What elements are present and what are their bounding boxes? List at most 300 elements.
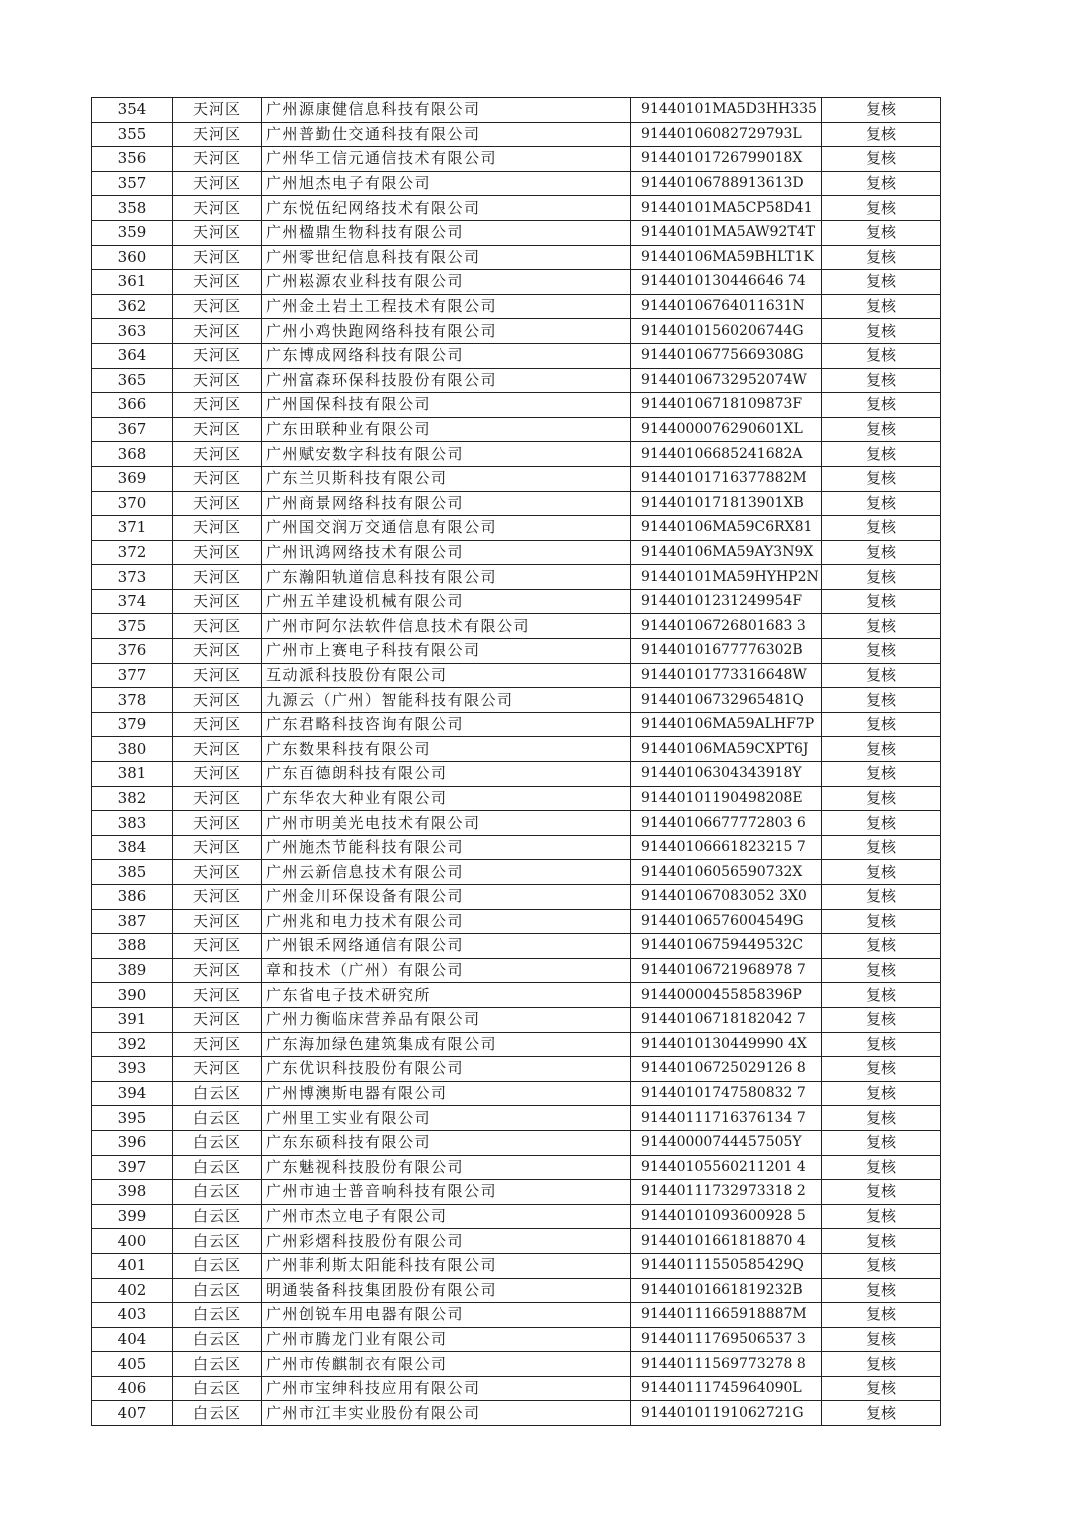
review-type-cell: 复核 [822, 909, 941, 934]
row-number: 368 [92, 442, 173, 467]
review-type-cell: 复核 [822, 343, 941, 368]
credit-code-cell: 91440101191062721G [631, 1401, 822, 1426]
review-type-cell: 复核 [822, 860, 941, 885]
table-row [92, 466, 941, 491]
company-name-cell: 广州力衡临床营养品有限公司 [262, 1007, 631, 1032]
credit-code-cell: 91440106MA59CXPT6J [631, 737, 822, 762]
credit-code-cell: 91440106661823215 7 [631, 835, 822, 860]
table-row [92, 1327, 941, 1352]
table-row [92, 147, 941, 172]
row-number: 399 [92, 1204, 173, 1229]
credit-code-cell: 91440106788913613D [631, 171, 822, 196]
row-number: 379 [92, 712, 173, 737]
company-name-cell: 广州创锐车用电器有限公司 [262, 1303, 631, 1328]
table-row [92, 786, 941, 811]
row-number: 387 [92, 909, 173, 934]
district-cell: 天河区 [173, 712, 262, 737]
district-cell: 天河区 [173, 294, 262, 319]
review-type-cell: 复核 [822, 663, 941, 688]
company-name-cell: 广州金土岩土工程技术有限公司 [262, 294, 631, 319]
district-cell: 天河区 [173, 147, 262, 172]
credit-code-cell: 91440106725029126 8 [631, 1057, 822, 1082]
credit-code-cell: 91440106MA59AY3N9X [631, 540, 822, 565]
review-type-cell: 复核 [822, 393, 941, 418]
table-row [92, 762, 941, 787]
table-row [92, 220, 941, 245]
row-number: 362 [92, 294, 173, 319]
credit-code-cell: 91440101661819232B [631, 1278, 822, 1303]
table-row [92, 860, 941, 885]
credit-code-cell: 91440101093600928 5 [631, 1204, 822, 1229]
company-name-cell: 广州五羊建设机械有限公司 [262, 589, 631, 614]
district-cell: 天河区 [173, 270, 262, 295]
review-type-cell: 复核 [822, 294, 941, 319]
row-number: 357 [92, 171, 173, 196]
district-cell: 天河区 [173, 1007, 262, 1032]
table-row [92, 1106, 941, 1131]
credit-code-cell: 9144010130446646 74 [631, 270, 822, 295]
table-row [92, 516, 941, 541]
table-row [92, 1253, 941, 1278]
review-type-cell: 复核 [822, 1204, 941, 1229]
table-row [92, 196, 941, 221]
table-row [92, 885, 941, 910]
district-cell: 天河区 [173, 589, 262, 614]
row-number: 384 [92, 835, 173, 860]
district-cell: 白云区 [173, 1106, 262, 1131]
district-cell: 天河区 [173, 983, 262, 1008]
table-row [92, 639, 941, 664]
district-cell: 天河区 [173, 196, 262, 221]
review-type-cell: 复核 [822, 147, 941, 172]
district-cell: 白云区 [173, 1229, 262, 1254]
review-type-cell: 复核 [822, 934, 941, 959]
review-type-cell: 复核 [822, 1278, 941, 1303]
table-row [92, 368, 941, 393]
credit-code-cell: 91440111550585429Q [631, 1253, 822, 1278]
company-name-cell: 广州市上赛电子科技有限公司 [262, 639, 631, 664]
credit-code-cell: 9144000076290601XL [631, 417, 822, 442]
row-number: 381 [92, 762, 173, 787]
table-row [92, 393, 941, 418]
row-number: 407 [92, 1401, 173, 1426]
row-number: 377 [92, 663, 173, 688]
row-number: 400 [92, 1229, 173, 1254]
row-number: 365 [92, 368, 173, 393]
district-cell: 天河区 [173, 245, 262, 270]
company-name-cell: 广东魅视科技股份有限公司 [262, 1155, 631, 1180]
review-type-cell: 复核 [822, 1229, 941, 1254]
credit-code-cell: 91440106056590732X [631, 860, 822, 885]
company-name-cell: 广东田联种业有限公司 [262, 417, 631, 442]
district-cell: 白云区 [173, 1130, 262, 1155]
review-type-cell: 复核 [822, 1057, 941, 1082]
district-cell: 天河区 [173, 491, 262, 516]
company-name-cell: 广州博澳斯电器有限公司 [262, 1081, 631, 1106]
row-number: 354 [92, 98, 173, 123]
district-cell: 白云区 [173, 1204, 262, 1229]
review-type-cell: 复核 [822, 1106, 941, 1131]
review-type-cell: 复核 [822, 491, 941, 516]
credit-code-cell: 91440101MA5CP58D41 [631, 196, 822, 221]
review-type-cell: 复核 [822, 762, 941, 787]
row-number: 361 [92, 270, 173, 295]
credit-code-cell: 91440111716376134 7 [631, 1106, 822, 1131]
row-number: 380 [92, 737, 173, 762]
row-number: 360 [92, 245, 173, 270]
company-name-cell: 广州国保科技有限公司 [262, 393, 631, 418]
district-cell: 天河区 [173, 417, 262, 442]
company-name-cell: 广州赋安数字科技有限公司 [262, 442, 631, 467]
district-cell: 白云区 [173, 1278, 262, 1303]
district-cell: 天河区 [173, 1032, 262, 1057]
review-type-cell: 复核 [822, 688, 941, 713]
credit-code-cell: 91440111569773278 8 [631, 1352, 822, 1377]
company-name-cell: 广州富森环保科技股份有限公司 [262, 368, 631, 393]
company-name-cell: 九源云（广州）智能科技有限公司 [262, 688, 631, 713]
company-name-cell: 广东悦伍纪网络技术有限公司 [262, 196, 631, 221]
credit-code-cell: 91440106MA59BHLT1K [631, 245, 822, 270]
company-name-cell: 广州施杰节能科技有限公司 [262, 835, 631, 860]
row-number: 374 [92, 589, 173, 614]
district-cell: 天河区 [173, 122, 262, 147]
district-cell: 白云区 [173, 1253, 262, 1278]
company-name-cell: 广州金川环保设备有限公司 [262, 885, 631, 910]
district-cell: 天河区 [173, 663, 262, 688]
credit-code-cell: 9144010130449990 4X [631, 1032, 822, 1057]
company-name-cell: 互动派科技股份有限公司 [262, 663, 631, 688]
district-cell: 白云区 [173, 1081, 262, 1106]
company-name-cell: 广州崧源农业科技有限公司 [262, 270, 631, 295]
row-number: 398 [92, 1180, 173, 1205]
district-cell: 天河区 [173, 639, 262, 664]
credit-code-cell: 91440111769506537 3 [631, 1327, 822, 1352]
table-row [92, 1204, 941, 1229]
review-type-cell: 复核 [822, 540, 941, 565]
company-name-cell: 广东君略科技咨询有限公司 [262, 712, 631, 737]
table-row [92, 958, 941, 983]
row-number: 366 [92, 393, 173, 418]
district-cell: 白云区 [173, 1155, 262, 1180]
row-number: 397 [92, 1155, 173, 1180]
credit-code-cell: 9144010171813901XB [631, 491, 822, 516]
district-cell: 天河区 [173, 393, 262, 418]
credit-code-cell: 91440106718182042 7 [631, 1007, 822, 1032]
row-number: 403 [92, 1303, 173, 1328]
district-cell: 天河区 [173, 516, 262, 541]
table-row [92, 1229, 941, 1254]
credit-code-cell: 91440106082729793L [631, 122, 822, 147]
table-row [92, 417, 941, 442]
credit-code-cell: 91440106732952074W [631, 368, 822, 393]
table-row [92, 1032, 941, 1057]
district-cell: 天河区 [173, 565, 262, 590]
row-number: 376 [92, 639, 173, 664]
row-number: 405 [92, 1352, 173, 1377]
company-name-cell: 广州彩熠科技股份有限公司 [262, 1229, 631, 1254]
review-type-cell: 复核 [822, 1032, 941, 1057]
row-number: 363 [92, 319, 173, 344]
table-row [92, 737, 941, 762]
review-type-cell: 复核 [822, 516, 941, 541]
row-number: 358 [92, 196, 173, 221]
table-row [92, 1057, 941, 1082]
district-cell: 天河区 [173, 786, 262, 811]
table-row [92, 909, 941, 934]
row-number: 369 [92, 466, 173, 491]
district-cell: 天河区 [173, 737, 262, 762]
district-cell: 白云区 [173, 1327, 262, 1352]
credit-code-cell: 91440101677776302B [631, 639, 822, 664]
review-type-cell: 复核 [822, 270, 941, 295]
review-type-cell: 复核 [822, 639, 941, 664]
credit-code-cell: 91440106718109873F [631, 393, 822, 418]
company-name-cell: 广州讯鸿网络技术有限公司 [262, 540, 631, 565]
credit-code-cell: 91440106576004549G [631, 909, 822, 934]
review-type-cell: 复核 [822, 1303, 941, 1328]
credit-code-cell: 91440106726801683 3 [631, 614, 822, 639]
credit-code-cell: 91440101661818870 4 [631, 1229, 822, 1254]
row-number: 382 [92, 786, 173, 811]
credit-code-cell: 91440111732973318 2 [631, 1180, 822, 1205]
credit-code-cell: 91440101747580832 7 [631, 1081, 822, 1106]
district-cell: 天河区 [173, 98, 262, 123]
credit-code-cell: 91440111665918887M [631, 1303, 822, 1328]
company-name-cell: 广东百德朗科技有限公司 [262, 762, 631, 787]
company-name-cell: 广州零世纪信息科技有限公司 [262, 245, 631, 270]
district-cell: 白云区 [173, 1180, 262, 1205]
table-row [92, 589, 941, 614]
review-type-cell: 复核 [822, 417, 941, 442]
table-row [92, 171, 941, 196]
review-type-cell: 复核 [822, 958, 941, 983]
table-row [92, 1278, 941, 1303]
district-cell: 天河区 [173, 934, 262, 959]
company-name-cell: 广州云新信息技术有限公司 [262, 860, 631, 885]
table-row [92, 1130, 941, 1155]
company-name-cell: 广州楹鼎生物科技有限公司 [262, 220, 631, 245]
district-cell: 天河区 [173, 909, 262, 934]
table-row [92, 1081, 941, 1106]
district-cell: 天河区 [173, 442, 262, 467]
company-name-cell: 广东海加绿色建筑集成有限公司 [262, 1032, 631, 1057]
review-type-cell: 复核 [822, 885, 941, 910]
table-row [92, 442, 941, 467]
credit-code-cell: 91440111745964090L [631, 1376, 822, 1401]
company-name-cell: 广东华农大种业有限公司 [262, 786, 631, 811]
district-cell: 天河区 [173, 368, 262, 393]
company-name-cell: 广州市江丰实业股份有限公司 [262, 1401, 631, 1426]
district-cell: 天河区 [173, 171, 262, 196]
company-name-cell: 广州银禾网络通信有限公司 [262, 934, 631, 959]
district-cell: 天河区 [173, 688, 262, 713]
district-cell: 天河区 [173, 958, 262, 983]
table-row [92, 565, 941, 590]
review-type-cell: 复核 [822, 1007, 941, 1032]
table-row [92, 835, 941, 860]
table-row [92, 663, 941, 688]
credit-code-cell: 91440106MA59C6RX81 [631, 516, 822, 541]
credit-code-cell: 91440106732965481Q [631, 688, 822, 713]
credit-code-cell: 91440101MA59HYHP2N [631, 565, 822, 590]
review-type-cell: 复核 [822, 1327, 941, 1352]
review-type-cell: 复核 [822, 565, 941, 590]
credit-code-cell: 91440101MA5D3HH335 [631, 98, 822, 123]
review-type-cell: 复核 [822, 196, 941, 221]
review-type-cell: 复核 [822, 589, 941, 614]
company-name-cell: 广州市腾龙门业有限公司 [262, 1327, 631, 1352]
row-number: 394 [92, 1081, 173, 1106]
credit-code-cell: 91440101231249954F [631, 589, 822, 614]
review-type-cell: 复核 [822, 983, 941, 1008]
table-row [92, 294, 941, 319]
credit-code-cell: 91440101190498208E [631, 786, 822, 811]
review-type-cell: 复核 [822, 122, 941, 147]
row-number: 372 [92, 540, 173, 565]
row-number: 355 [92, 122, 173, 147]
review-type-cell: 复核 [822, 1180, 941, 1205]
credit-code-cell: 91440101716377882M [631, 466, 822, 491]
row-number: 392 [92, 1032, 173, 1057]
credit-code-cell: 91440101560206744G [631, 319, 822, 344]
district-cell: 天河区 [173, 885, 262, 910]
review-type-cell: 复核 [822, 614, 941, 639]
row-number: 388 [92, 934, 173, 959]
district-cell: 白云区 [173, 1376, 262, 1401]
credit-code-cell: 91440106MA59ALHF7P [631, 712, 822, 737]
district-cell: 白云区 [173, 1303, 262, 1328]
review-type-cell: 复核 [822, 1155, 941, 1180]
company-name-cell: 广州市杰立电子有限公司 [262, 1204, 631, 1229]
credit-code-cell: 91440106677772803 6 [631, 811, 822, 836]
company-name-cell: 广东数果科技有限公司 [262, 737, 631, 762]
row-number: 390 [92, 983, 173, 1008]
credit-code-cell: 91440000744457505Y [631, 1130, 822, 1155]
table-row [92, 1376, 941, 1401]
review-type-cell: 复核 [822, 737, 941, 762]
row-number: 373 [92, 565, 173, 590]
row-number: 393 [92, 1057, 173, 1082]
credit-code-cell: 91440106775669308G [631, 343, 822, 368]
review-type-cell: 复核 [822, 1401, 941, 1426]
company-name-cell: 广州市明美光电技术有限公司 [262, 811, 631, 836]
review-type-cell: 复核 [822, 1352, 941, 1377]
credit-code-cell: 91440101MA5AW92T4T [631, 220, 822, 245]
table-row [92, 1352, 941, 1377]
company-name-cell: 广州商景网络科技有限公司 [262, 491, 631, 516]
review-type-cell: 复核 [822, 1253, 941, 1278]
credit-code-cell: 91440105560211201 4 [631, 1155, 822, 1180]
row-number: 402 [92, 1278, 173, 1303]
review-type-cell: 复核 [822, 171, 941, 196]
row-number: 356 [92, 147, 173, 172]
table-row [92, 1303, 941, 1328]
table-row [92, 1007, 941, 1032]
district-cell: 天河区 [173, 835, 262, 860]
company-name-cell: 广州市阿尔法软件信息技术有限公司 [262, 614, 631, 639]
table-row [92, 540, 941, 565]
table-row [92, 983, 941, 1008]
table-row [92, 688, 941, 713]
company-name-cell: 广州菲利斯太阳能科技有限公司 [262, 1253, 631, 1278]
review-type-cell: 复核 [822, 245, 941, 270]
review-type-cell: 复核 [822, 442, 941, 467]
table-row [92, 245, 941, 270]
district-cell: 天河区 [173, 319, 262, 344]
row-number: 386 [92, 885, 173, 910]
review-type-cell: 复核 [822, 368, 941, 393]
company-name-cell: 广州里工实业有限公司 [262, 1106, 631, 1131]
review-type-cell: 复核 [822, 466, 941, 491]
row-number: 389 [92, 958, 173, 983]
company-name-cell: 广东优识科技股份有限公司 [262, 1057, 631, 1082]
district-cell: 天河区 [173, 220, 262, 245]
table-row [92, 712, 941, 737]
table-row [92, 270, 941, 295]
credit-code-cell: 91440106764011631N [631, 294, 822, 319]
row-number: 406 [92, 1376, 173, 1401]
review-type-cell: 复核 [822, 835, 941, 860]
company-name-cell: 广州华工信元通信技术有限公司 [262, 147, 631, 172]
credit-code-cell: 91440000455858396P [631, 983, 822, 1008]
credit-code-cell: 914401067083052 3X0 [631, 885, 822, 910]
company-name-cell: 广州旭杰电子有限公司 [262, 171, 631, 196]
row-number: 371 [92, 516, 173, 541]
company-name-cell: 广东兰贝斯科技有限公司 [262, 466, 631, 491]
table-row [92, 1155, 941, 1180]
company-name-cell: 广州兆和电力技术有限公司 [262, 909, 631, 934]
review-type-cell: 复核 [822, 319, 941, 344]
district-cell: 天河区 [173, 540, 262, 565]
review-type-cell: 复核 [822, 712, 941, 737]
company-name-cell: 广东东硕科技有限公司 [262, 1130, 631, 1155]
credit-code-cell: 91440106304343918Y [631, 762, 822, 787]
table-row [92, 811, 941, 836]
district-cell: 白云区 [173, 1352, 262, 1377]
row-number: 395 [92, 1106, 173, 1131]
table-row [92, 934, 941, 959]
company-name-cell: 广州市迪士普音响科技有限公司 [262, 1180, 631, 1205]
district-cell: 天河区 [173, 466, 262, 491]
review-type-cell: 复核 [822, 1081, 941, 1106]
district-cell: 天河区 [173, 860, 262, 885]
company-name-cell: 广州小鸡快跑网络科技有限公司 [262, 319, 631, 344]
row-number: 364 [92, 343, 173, 368]
district-cell: 白云区 [173, 1401, 262, 1426]
company-name-cell: 广州国交润万交通信息有限公司 [262, 516, 631, 541]
company-name-cell: 广东博成网络科技有限公司 [262, 343, 631, 368]
table-row [92, 343, 941, 368]
review-type-cell: 复核 [822, 1130, 941, 1155]
district-cell: 天河区 [173, 343, 262, 368]
company-name-cell: 广州源康健信息科技有限公司 [262, 98, 631, 123]
company-name-cell: 章和技术（广州）有限公司 [262, 958, 631, 983]
company-name-cell: 广东瀚阳轨道信息科技有限公司 [262, 565, 631, 590]
table-row [92, 1180, 941, 1205]
company-list-table [91, 97, 941, 1426]
credit-code-cell: 91440101726799018X [631, 147, 822, 172]
table-row [92, 614, 941, 639]
row-number: 391 [92, 1007, 173, 1032]
row-number: 404 [92, 1327, 173, 1352]
row-number: 401 [92, 1253, 173, 1278]
row-number: 383 [92, 811, 173, 836]
row-number: 375 [92, 614, 173, 639]
company-name-cell: 广州普勤仕交通科技有限公司 [262, 122, 631, 147]
table-row [92, 1401, 941, 1426]
review-type-cell: 复核 [822, 220, 941, 245]
district-cell: 天河区 [173, 614, 262, 639]
